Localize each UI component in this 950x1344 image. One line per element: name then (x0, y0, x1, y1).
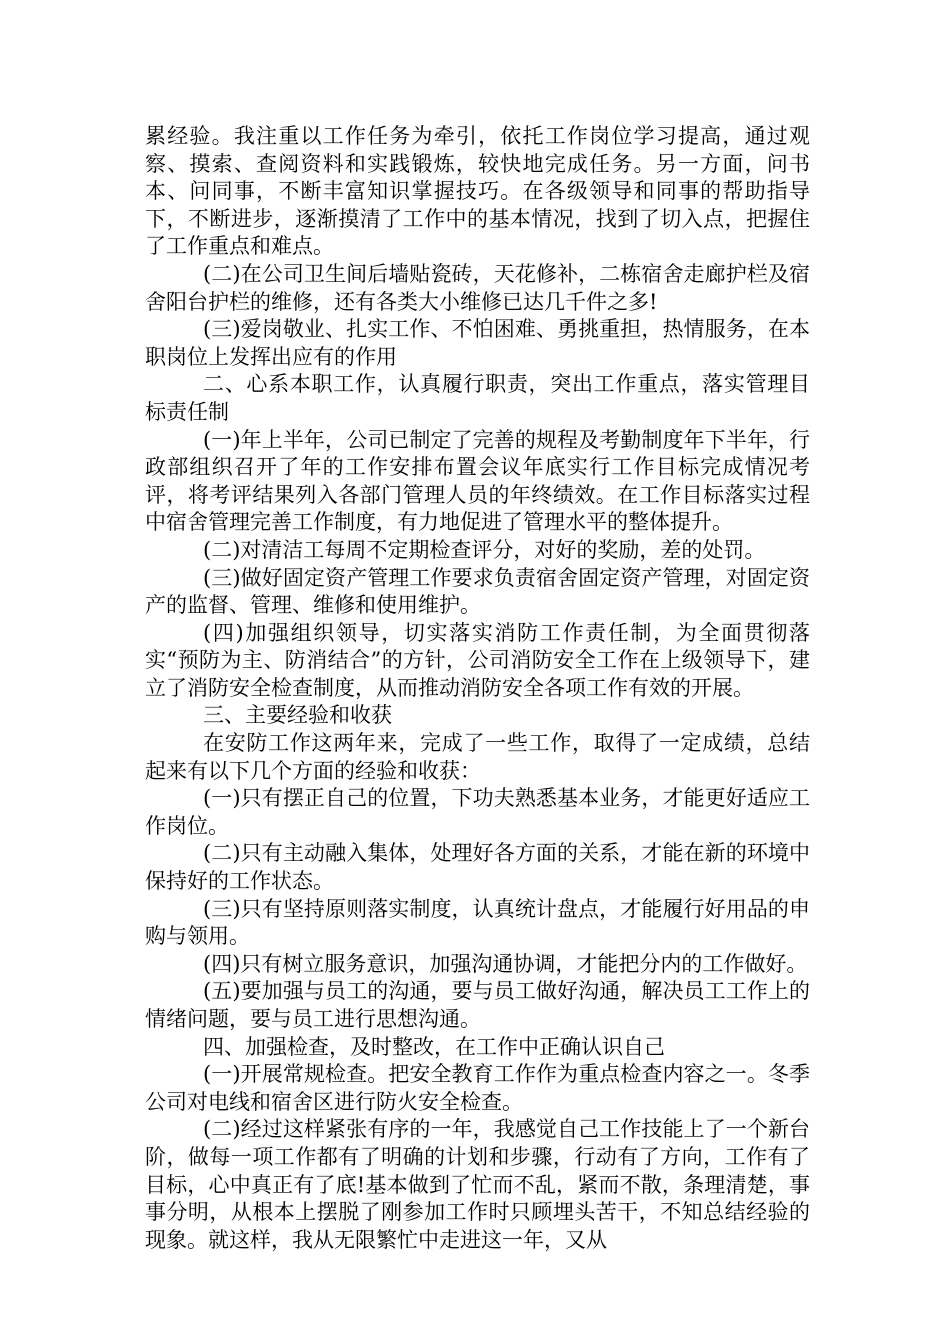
paragraph-item: (二)经过这样紧张有序的一年，我感觉自己工作技能上了一个新台阶，做每一项工作都有了明确的计划和步骤，行动有了方向，工作有了目标，心中真正有了底!基本做到了忙而不乱，紧而不散，条理清楚，事事分明，从根本上摆脱了刚参加工作时只顾埋头苦干，不知总结经验的现象。就这样，我从无限繁忙中走进这一年，又从 (145, 1117, 810, 1252)
paragraph-intro: 在安防工作这两年来，完成了一些工作，取得了一定成绩，总结起来有以下几个方面的经验和收获： (145, 731, 810, 783)
paragraph-item: (二)对清洁工每周不定期检查评分，对好的奖励，差的处罚。 (203, 537, 766, 562)
document-body (145, 123, 810, 1254)
paragraph-item: (五)要加强与员工的沟通，要与员工做好沟通，解决员工工作上的情绪问题，要与员工进行思想沟通。 (145, 979, 810, 1031)
paragraph-item: (二)在公司卫生间后墙贴瓷砖，天花修补，二栋宿舍走廊护栏及宿舍阳台护栏的维修，还有各类大小维修已达几千件之多! (145, 261, 810, 314)
paragraph-item: (三)做好固定资产管理工作要求负责宿舍固定资产管理，对固定资产的监督、管理、维修和使用维护。 (145, 565, 810, 618)
section-heading: 三、主要经验和收获 (203, 703, 392, 728)
paragraph-item: (一)只有摆正自己的位置，下功夫熟悉基本业务，才能更好适应工作岗位。 (145, 786, 810, 838)
paragraph-item: (四)加强组织领导，切实落实消防工作责任制，为全面贯彻落实“预防为主、防消结合”的方针，公司消防安全工作在上级领导下，建立了消防安全检查制度，从而推动消防安全各项工作有效的开展。 (145, 620, 810, 700)
paragraph-item: (三)只有坚持原则落实制度，认真统计盘点，才能履行好用品的申购与领用。 (145, 896, 810, 949)
paragraph-item: (二)只有主动融入集体，处理好各方面的关系，才能在新的环境中保持好的工作状态。 (145, 841, 810, 894)
paragraph-item: (一)年上半年，公司已制定了完善的规程及考勤制度年下半年，行政部组织召开了年的工作安排布置会议年底实行工作目标完成情况考评，将考评结果列入各部门管理人员的年终绩效。在工作目标落实过程中宿舍管理完善工作制度，有力地促进了管理水平的整体提升。 (145, 427, 810, 535)
section-heading: 二、心系本职工作，认真履行职责，突出工作重点，落实管理目标责任制 (145, 372, 810, 424)
paragraph-item: (四)只有树立服务意识，加强沟通协调，才能把分内的工作做好。 (203, 951, 808, 976)
paragraph-item: (三)爱岗敬业、扎实工作、不怕困难、勇挑重担，热情服务，在本职岗位上发挥出应有的作用 (145, 317, 810, 369)
paragraph-item: (一)开展常规检查。把安全教育工作作为重点检查内容之一。冬季公司对电线和宿舍区进行防火安全检查。 (145, 1062, 810, 1114)
paragraph-continuation: 累经验。我注重以工作任务为牵引，依托工作岗位学习提高，通过观察、摸索、查阅资料和实践锻炼，较快地完成任务。另一方面，问书本、问同事，不断丰富知识掌握技巧。在各级领导和同事的帮助指导下，不断进步，逐渐摸清了工作中的基本情况，找到了切入点，把握住了工作重点和难点。 (145, 124, 810, 259)
section-heading: 四、加强检查，及时整改，在工作中正确认识自己 (203, 1034, 665, 1059)
